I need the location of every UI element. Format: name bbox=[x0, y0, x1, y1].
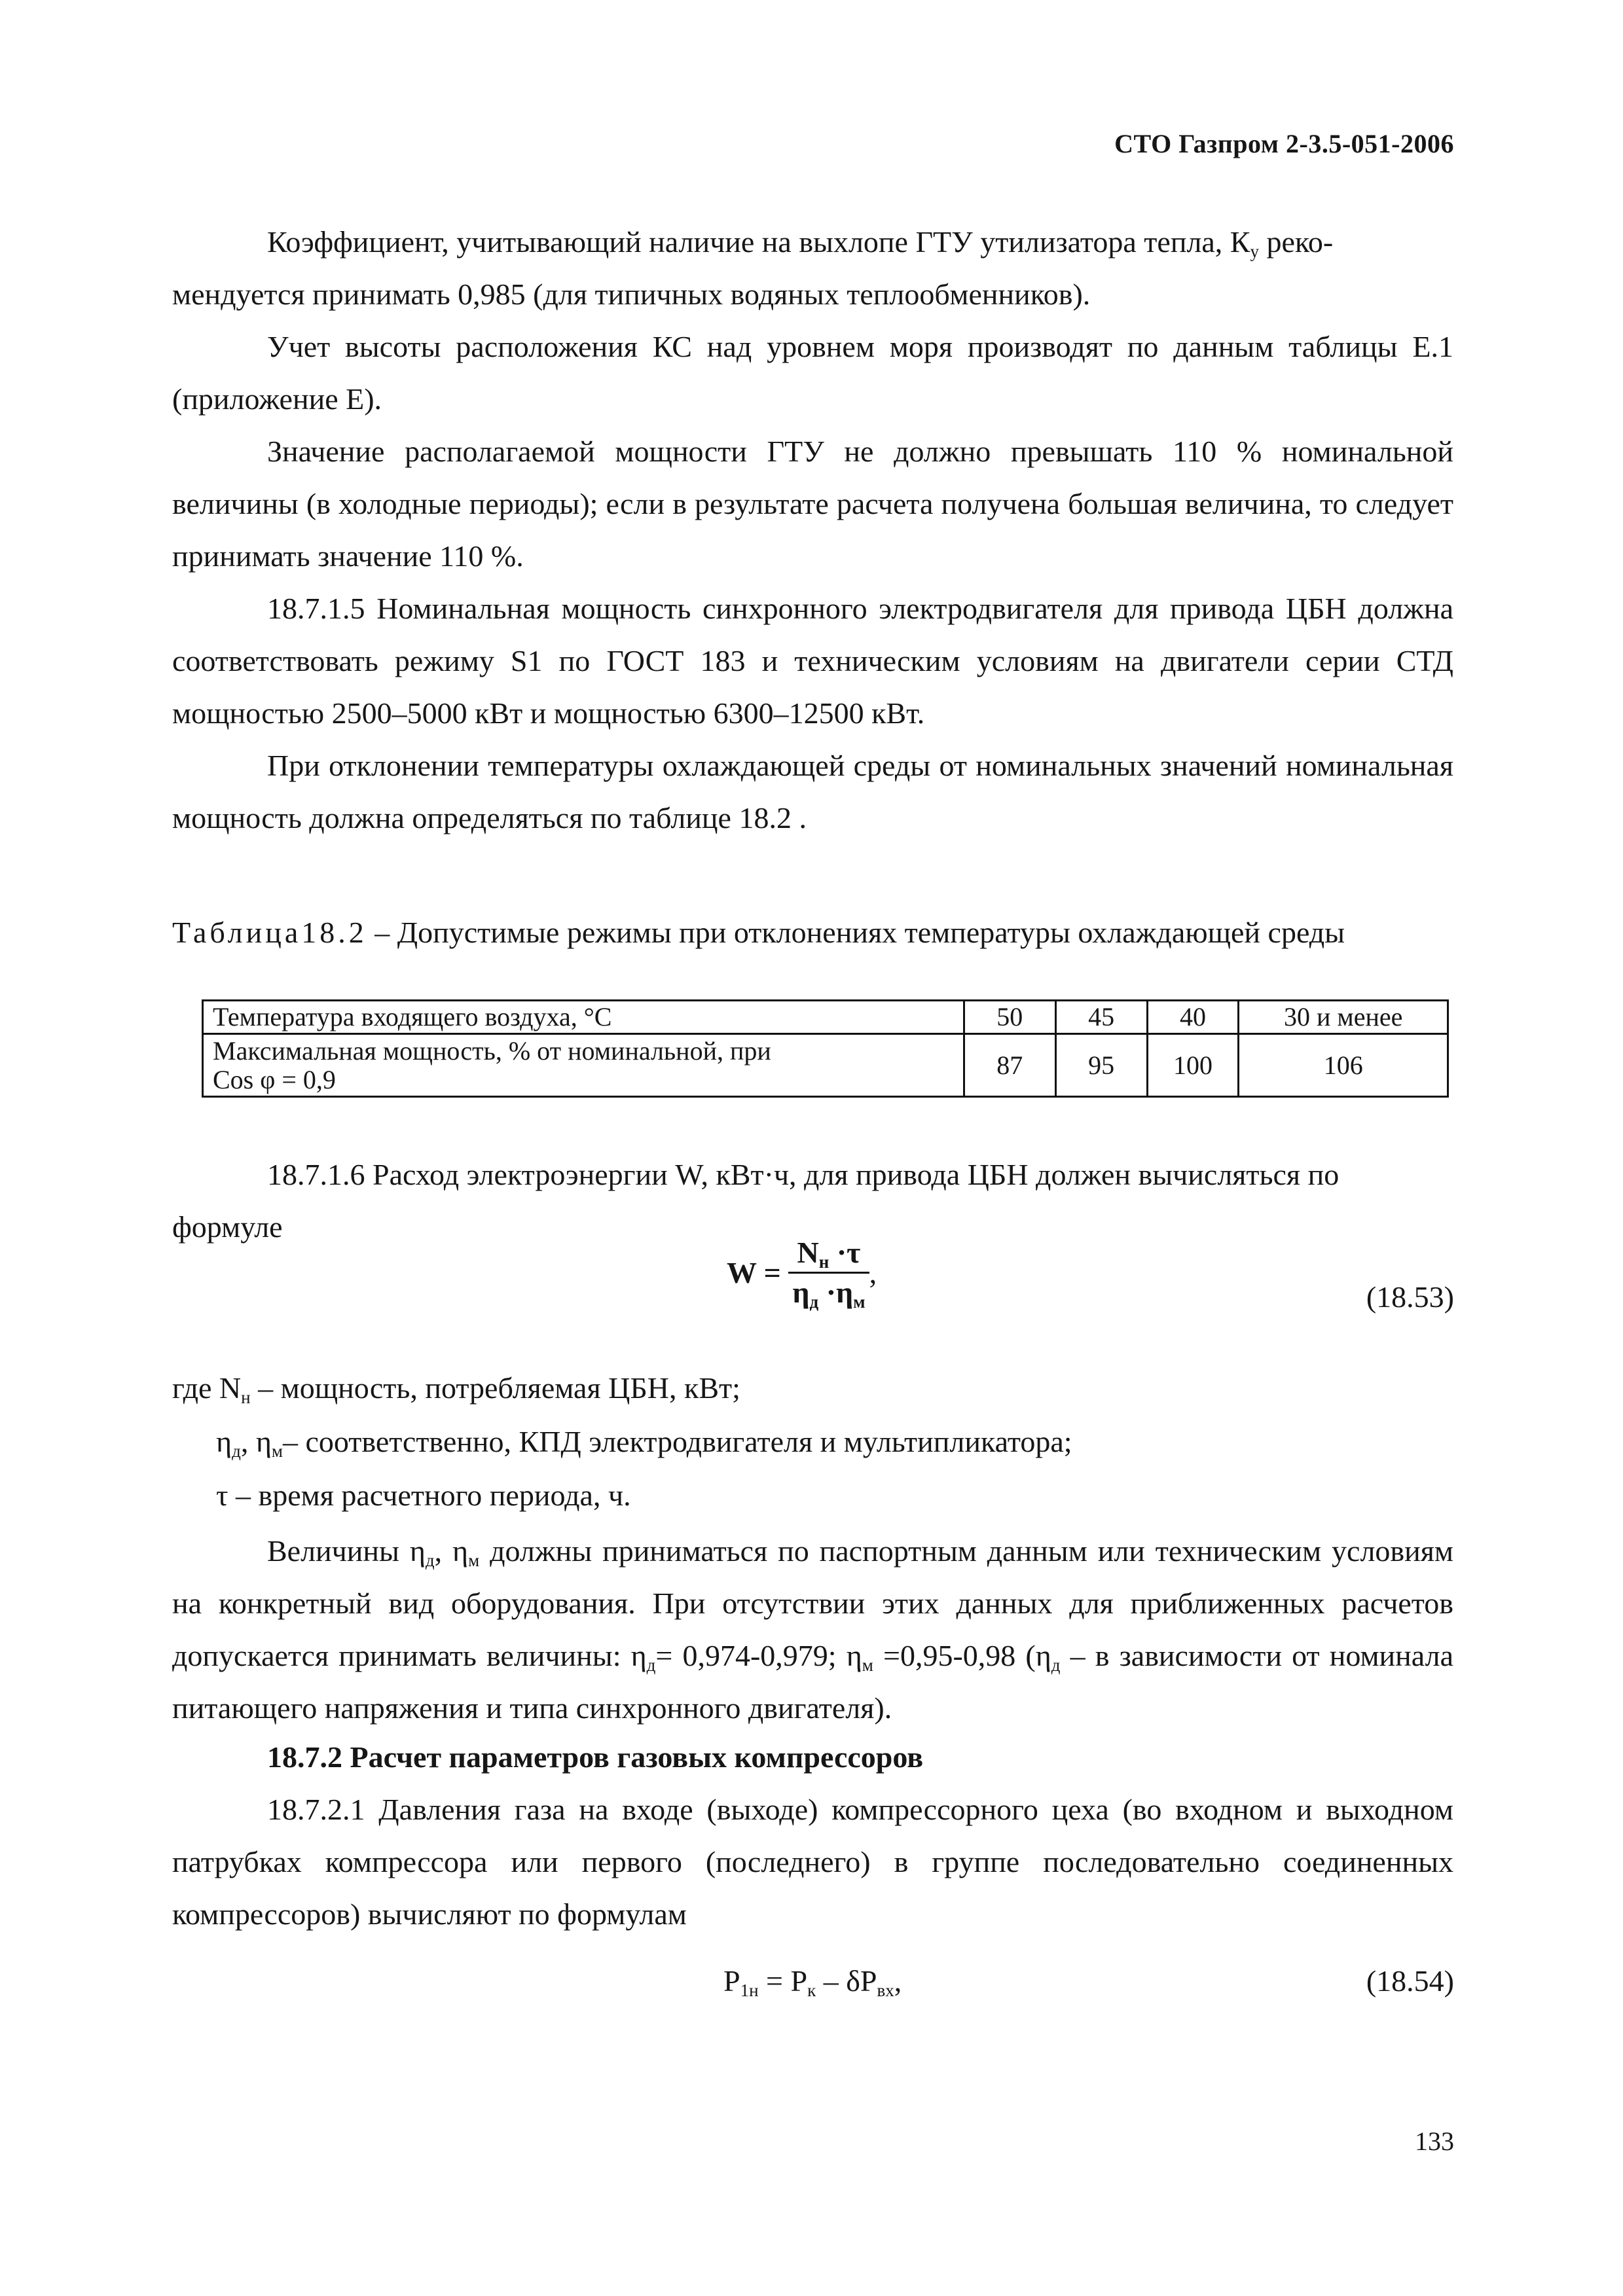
definition-efficiency: $\eta_д$, $\eta_м-$ соответственно, КПД электродвигателя и мультипликатора; bbox=[216, 1425, 1072, 1461]
modes-table bbox=[202, 999, 1449, 1098]
formula-fraction: $\frac{N_н \cdot\tau}{\eta_д \cdot\eta_м}$ bbox=[788, 1234, 869, 1312]
document-header: СТО Газпром 2-3.5-051-2006 bbox=[1114, 129, 1454, 158]
formula-18-54: $P_{1н} = P_к - \delta P_{вх}$, bbox=[723, 1964, 902, 2000]
paragraph-18-7-2-1: 18.7.2.1 Давления газа на входе (выходе) компрессорного цеха (во входном и выходном патрубках компрессора или первого (последнего) в группе последовательно соединенных компрессоров) вычисляют по формулам bbox=[172, 1793, 1453, 1931]
paragraph-18-7-1-6-line2: формуле bbox=[172, 1210, 283, 1244]
table-cell: 40 bbox=[1147, 1001, 1239, 1034]
table-cell: 87 bbox=[964, 1034, 1055, 1097]
table-caption: Таблица18.2 – Допустимые режимы при отклонениях температуры охлаждающей среды bbox=[172, 916, 1345, 949]
paragraph-efficiency-values: Величины $\eta_д$, $\eta_м$ должны приниматься по паспортным данным или техническим условиям на конкретный вид оборудования. При отсутствии этих данных для приближенных расчетов допускается принимать величины: $\eta_д= 0,974-0,979$; $\eta_м =0,95-0,98$ ($\eta_д$ – в зависимости от номинала питающего напряжения и типа синхронного двигателя). bbox=[172, 1534, 1453, 1725]
table-cell-label: Максимальная мощность, % от номинальной, при Cos φ = 0,9 bbox=[203, 1034, 964, 1097]
table-row bbox=[203, 1034, 1448, 1097]
table-cell: 106 bbox=[1239, 1034, 1448, 1097]
definition-tau: τ – время расчетного периода, ч. bbox=[216, 1479, 631, 1512]
formula-18-53: W = $\frac{N_н \cdot\tau}{\eta_д \cdot\eta_м}$ , bbox=[727, 1234, 877, 1312]
page-number: 133 bbox=[1415, 2126, 1454, 2156]
definition-nn: где $N_н$ – мощность, потребляемая ЦБН, кВт; bbox=[172, 1371, 740, 1407]
equation-number: (18.53) bbox=[1366, 1280, 1454, 1314]
paragraph-power-limit: Значение располагаемой мощности ГТУ не должно превышать 110 % номинальной величины (в холодные периоды); если в результате расчета получена большая величина, то следует принимать значение 110 %. bbox=[172, 435, 1453, 573]
table-cell: 95 bbox=[1055, 1034, 1147, 1097]
table-cell: 30 и менее bbox=[1239, 1001, 1448, 1034]
paragraph-altitude: Учет высоты расположения КС над уровнем моря производят по данным таблицы Е.1 (приложение Е). bbox=[172, 330, 1453, 416]
section-heading: 18.7.2 Расчет параметров газовых компрессоров bbox=[267, 1740, 924, 1774]
table-row bbox=[203, 1001, 1448, 1034]
table-cell-label: Температура входящего воздуха, °С bbox=[203, 1001, 964, 1034]
table-cell: 100 bbox=[1147, 1034, 1239, 1097]
paragraph-heat-coefficient-line2: мендуется принимать 0,985 (для типичных водяных теплообменников). bbox=[172, 278, 1091, 311]
paragraph-temperature-deviation: При отклонении температуры охлаждающей среды от номинальных значений номинальная мощность должна определяться по таблице 18.2 . bbox=[172, 749, 1453, 834]
table-cell: 50 bbox=[964, 1001, 1055, 1034]
table-cell: 45 bbox=[1055, 1001, 1147, 1034]
paragraph-heat-coefficient: Коэффициент, учитывающий наличие на выхлопе ГТУ утилизатора тепла, $К_у$ реко- bbox=[267, 225, 1334, 261]
equation-number: (18.54) bbox=[1366, 1964, 1454, 1998]
paragraph-18-7-1-6: 18.7.1.6 Расход электроэнергии W, кВт·ч, для привода ЦБН должен вычисляться по bbox=[267, 1158, 1340, 1191]
paragraph-18-7-1-5: 18.7.1.5 Номинальная мощность синхронного электродвигателя для привода ЦБН должна соответствовать режиму S1 по ГОСТ 183 и техническим условиям на двигатели серии СТД мощностью 2500–5000 кВт и мощностью 6300–12500 кВт. bbox=[172, 592, 1453, 730]
